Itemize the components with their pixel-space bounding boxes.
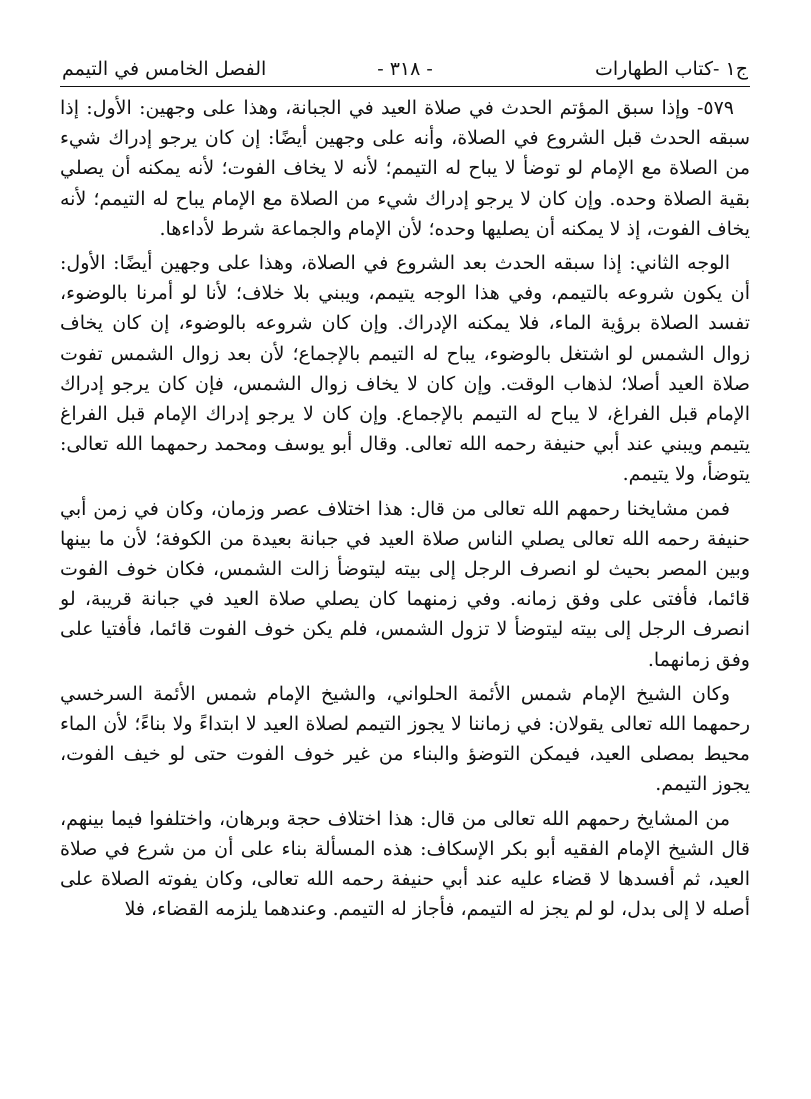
- volume-book-title: ج١ -كتاب الطهارات: [595, 58, 748, 80]
- paragraph-second-case: الوجه الثاني: إذا سبقه الحدث بعد الشروع في الصلاة، وهذا على وجهين أيضًا: الأول: أن يكون شروعه بالتيمم، وفي هذا الوجه يتيمم، ويبني بلا خلاف؛ لأنا لو أمرنا بالوضوء، تفسد الصلاة برؤية الماء، فلا يمكنه الإدراك. وإن كان شروعه بالوضوء، إن كان يخاف زوال الشمس لو اشتغل بالوضوء، يباح له التيمم بالإجماع؛ لأن بعد زوال الشمس تفوت صلاة العيد أصلا؛ لذهاب الوقت. وإن كان لا يخاف زوال الشمس، فإن كان يرجو إدراك الإمام قبل الفراغ، لا يباح له التيمم بالإجماع. وإن كان لا يرجو إدراك الإمام قبل الفراغ يتيمم ويبني عند أبي حنيفة رحمه الله تعالى. وقال أبو يوسف ومحمد رحمهما الله تعالى: يتوضأ، ولا يتيمم.: [60, 252, 750, 486]
- running-header: [60, 50, 750, 86]
- page-body: [60, 93, 750, 924]
- paragraph-scholars-era: فمن مشايخنا رحمهم الله تعالى من قال: هذا اختلاف عصر وزمان، وكان في زمن أبي حنيفة رحمه الله تعالى يصلي الناس صلاة العيد في جبانة بعيدة من الكوفة؛ لأن ما بينها وبين المصر بحيث لو انصرف الرجل إلى بيته ليتوضأ زالت الشمس، فكان خوف الفوت قائما، فأفتى على وفق زمانه. وفي زمنهما كان يصلي صلاة العيد في جبانة قريبة، لو انصرف الرجل إلى بيته ليتوضأ لا تزول الشمس، فلم يكن خوف الفوت قائما، فأفتيا على وفق زمانهما.: [60, 497, 750, 671]
- page-number: - ٣١٨ -: [377, 58, 433, 80]
- paragraph-579: ٥٧٩- وإذا سبق المؤتم الحدث في صلاة العيد في الجبانة، وهذا على وجهين: الأول: إذا سبقه الحدث قبل الشروع في الصلاة، وأنه على وجهين أيضًا: إن كان يرجو إدراك شيء من الصلاة مع الإمام لو توضأ لا يباح له التيمم؛ لأنه لا يخاف الفوت؛ لأنه يمكنه أن يصلي بقية الصلاة وحده. وإن كان لا يرجو إدراك شيء من الصلاة مع الإمام يباح له التيمم؛ لأنه يخاف الفوت، إذ لا يمكنه أن يصليها وحده؛ لأن الإمام والجماعة شرط لأداءها.: [60, 97, 750, 240]
- paragraph-halwani-sarakhsi: وكان الشيخ الإمام شمس الأئمة الحلواني، والشيخ الإمام شمس الأئمة السرخسي رحمهما الله تعالى يقولان: في زماننا لا يجوز التيمم لصلاة العيد لا ابتداءً ولا بناءً؛ لأن الماء محيط بمصلى العيد، فيمكن التوضؤ والبناء من غير خوف الفوت حتى لو خيف الفوت، يجوز التيمم.: [60, 682, 750, 796]
- chapter-title: الفصل الخامس في التيمم: [62, 58, 267, 80]
- paragraph-iskaf: من المشايخ رحمهم الله تعالى من قال: هذا اختلاف حجة وبرهان، واختلفوا فيما بينهم، قال الشيخ الإمام الفقيه أبو بكر الإسكاف: هذه المسألة بناء على أن من شرع في صلاة العيد، ثم أفسدها لا قضاء عليه عند أبي حنيفة رحمه الله تعالى، وكان يفوته الصلاة على أصله لا إلى بدل، لو لم يجز له التيمم، فأجاز له التيمم. وعندهما يلزمه القضاء، فلا: [60, 807, 750, 921]
- book-page: [60, 50, 750, 928]
- header-rule: [60, 86, 750, 87]
